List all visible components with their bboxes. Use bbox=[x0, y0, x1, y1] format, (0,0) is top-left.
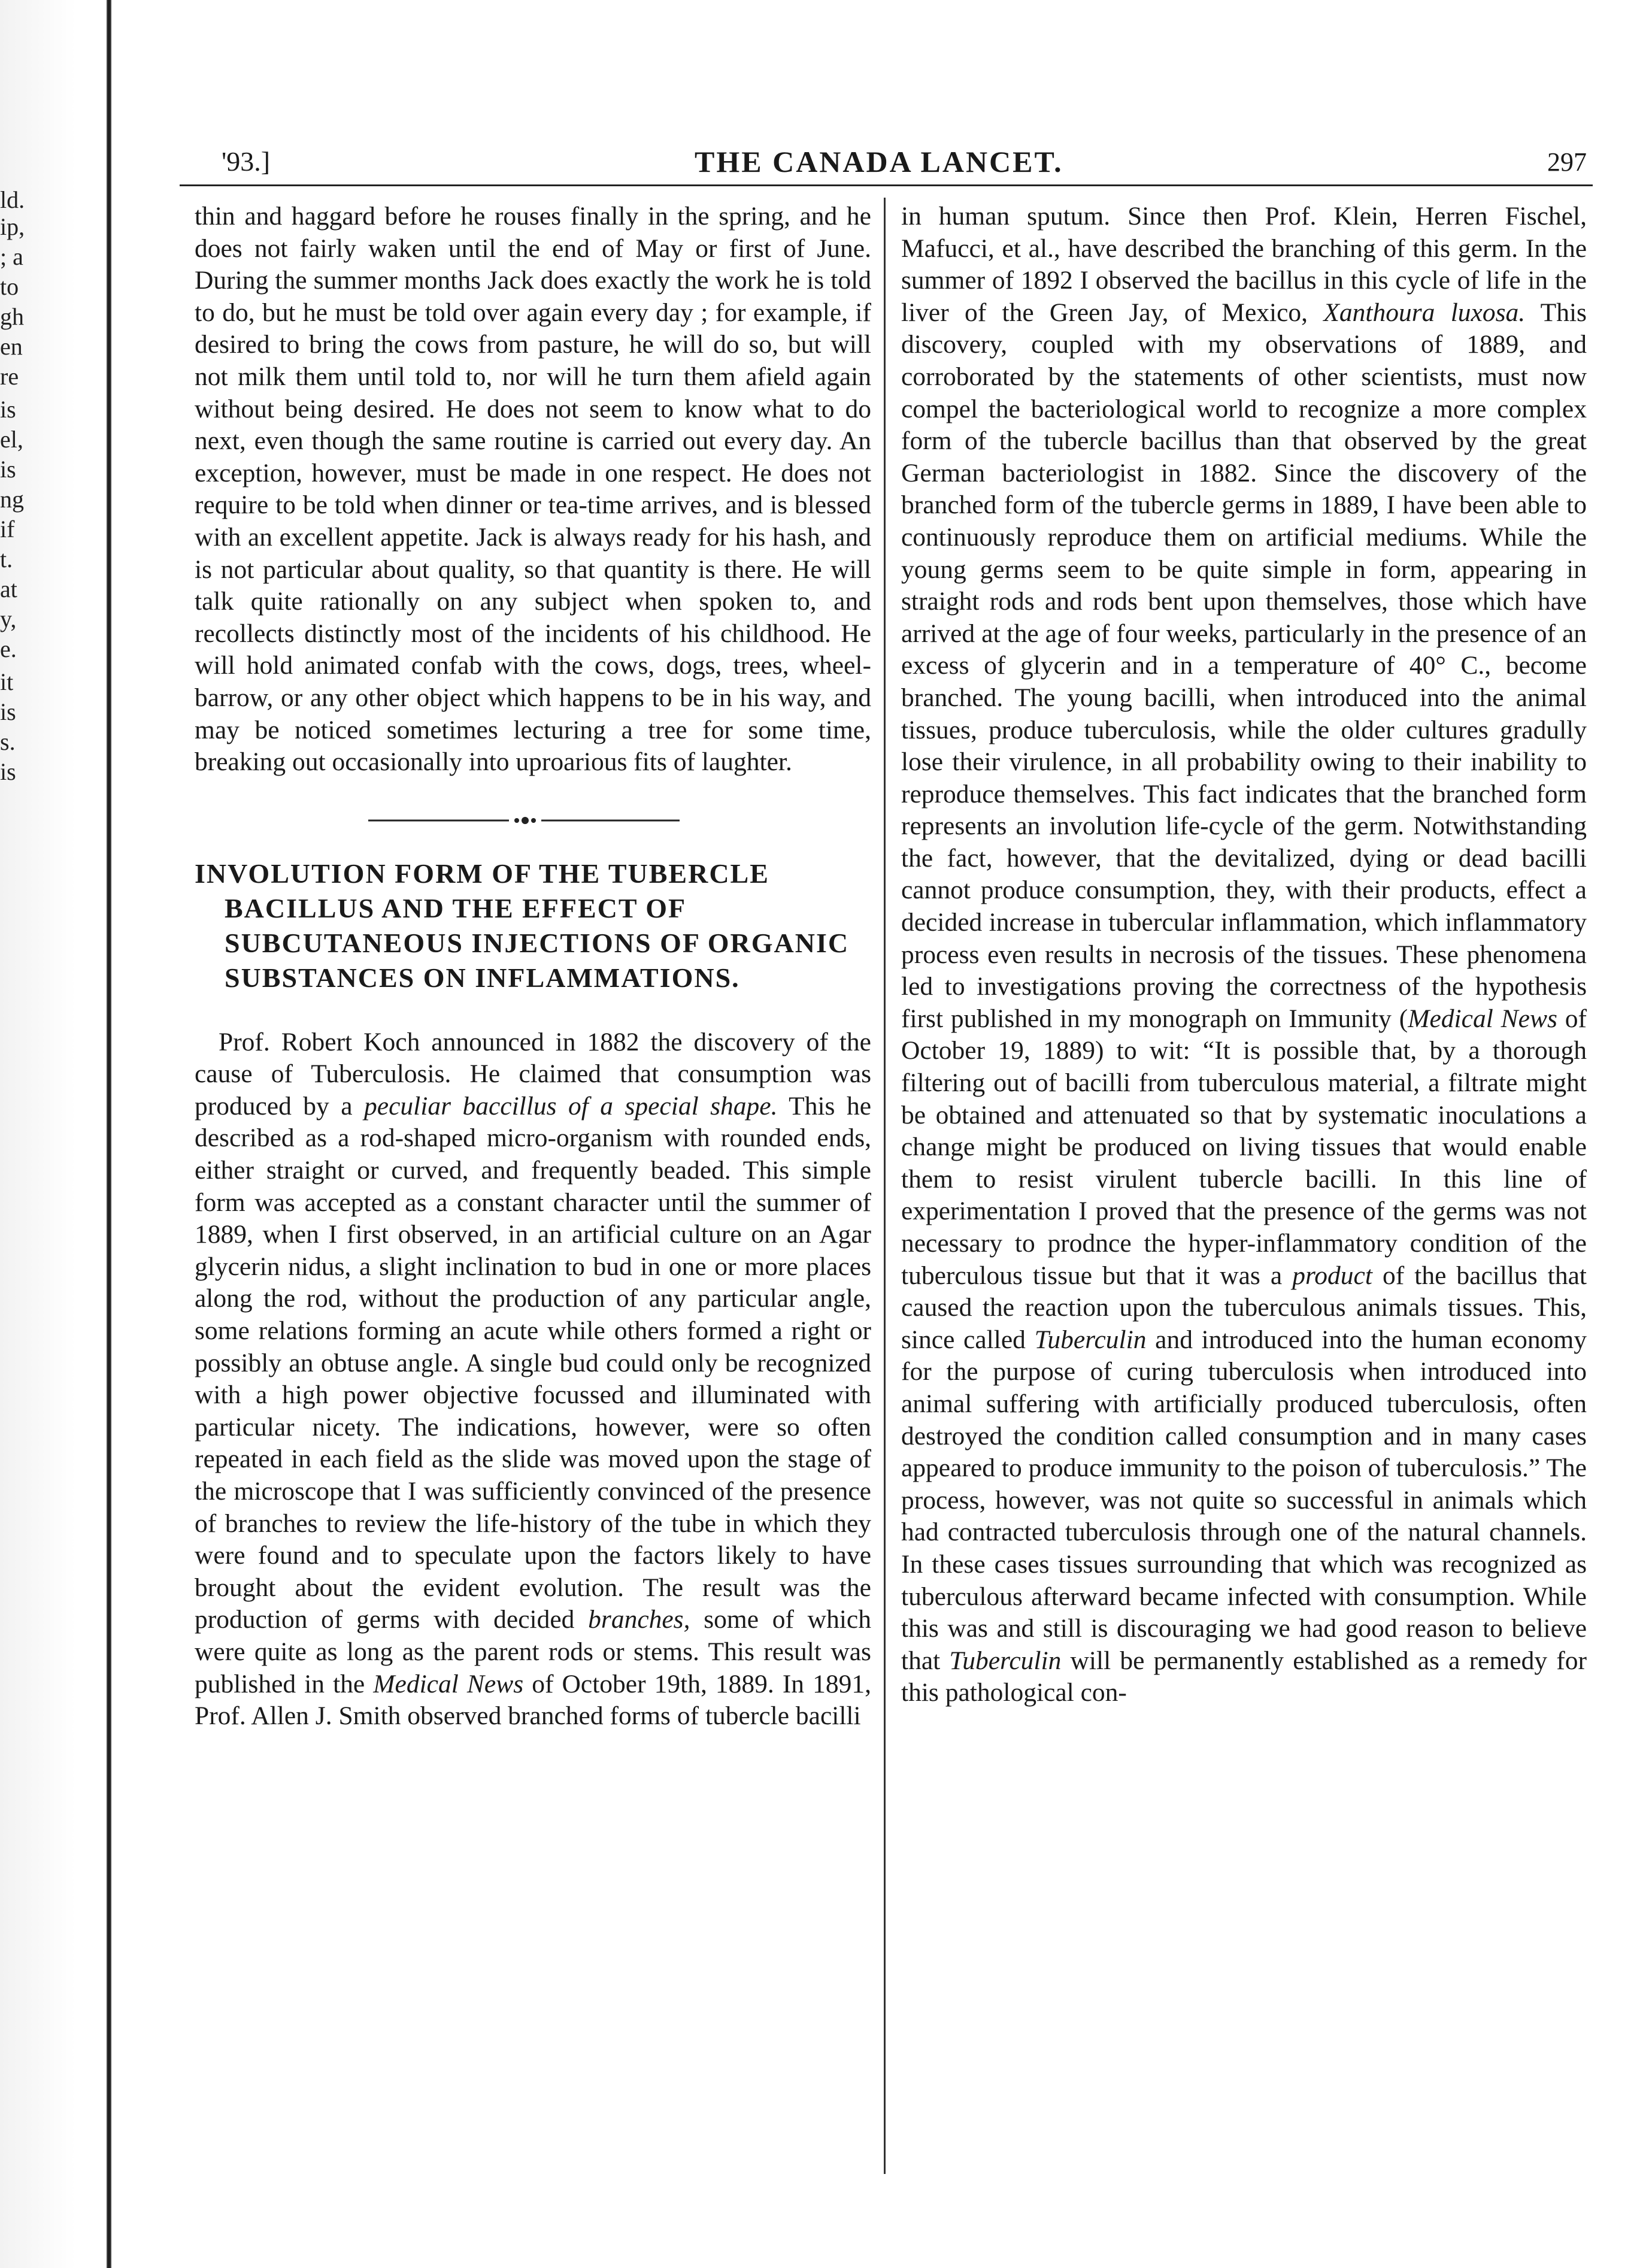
binding-edge-line bbox=[107, 0, 111, 2268]
journal-citation: Medical News bbox=[373, 1669, 524, 1698]
article-paragraph bbox=[195, 1026, 871, 1733]
adjacent-page-fragment: is bbox=[0, 758, 16, 785]
article-title bbox=[195, 856, 871, 995]
emphasis-run: Tuberculin bbox=[949, 1646, 1062, 1675]
text-run: Prof. Robert Koch announced in 1882 the discovery of the cause of Tuberculosis. He claimed that consumption was produced by a bbox=[195, 1027, 871, 1121]
adjacent-page-fragment: t. bbox=[0, 546, 13, 573]
adjacent-page-fragment: it bbox=[0, 668, 14, 695]
text-run: and introduced into the human economy for the purpose of curing tuberculosis when introduced into animal suffering with artificially produced tuberculosis, often destroyed the condition called consumption and in many cases appeared to produce immunity to the poison of tuberculosis.” The process, however, was not quite so successful in animals which had contracted tuberculosis through one of the natural channels. In these cases tissues surrounding that which was recognized as tuberculous afterward became infected with consumption. While this was and still is discouraging we had good reason to believe that bbox=[901, 1325, 1587, 1675]
issue-year: '93.] bbox=[222, 146, 271, 177]
left-column bbox=[195, 201, 871, 1733]
text-run: of October 19th, 1889. In 1891, Prof. Allen J. Smith observed branched forms of tubercle bacilli bbox=[195, 1669, 871, 1731]
column-divider bbox=[884, 198, 886, 2174]
text-run: This discovery, coupled with my observations of 1889, and corroborated by the statements of other scientists, must now compel the bacteriological world to recognize a more complex form of the tubercle bacillus than that observed by the great German bacteriologist in 1882. Since the discovery of the branched form of the tubercle germs in 1889, I have been able to continuously reproduce them on artificial mediums. While the young germs seem to be quite simple in form, appearing in straight rods and rods bent upon themselves, those which have arrived at the age of four weeks, particularly in the presence of an excess of glycerin and in a temperature of 40° C., become branched. The young bacilli, when introduced into the animal tissues, produce tuberculosis, while the older cultures gradully lose their virulence, in all probability owing to their inability to reproduce themselves. This fact indicates that the branched form represents an involution life-cycle of the germ. Notwithstanding the fact, however, that the devitalized, dying or dead bacilli cannot produce consumption, they, with their products, effect a decided increase in tubercular inflammation, which inflammatory process even results in necrosis of the tissues. These phenomena led to investigations proving the correctness of the hypothesis first published in my monograph on Immunity ( bbox=[901, 298, 1587, 1033]
adjacent-page-fragment: ng bbox=[0, 486, 24, 513]
emphasis-run: peculiar baccillus of a special shape. bbox=[364, 1091, 778, 1121]
journal-citation: Medical News bbox=[1408, 1004, 1557, 1033]
continued-paragraph: thin and haggard before he rouses finally in the spring, and he does not fairly waken until the end of May or first of June. During the summer months Jack does exactly the work he is told to do, but he must be told over again every day ; for example, if desired to bring the cows from pasture, he will do so, but will not milk them until told to, nor will he turn them afield again without being desired. He does not seem to know what to do next, even though the same routine is carried out every day. An exception, however, must be made in one respect. He does not require to be told when dinner or tea-time arrives, and is blessed with an excellent appetite. Jack is always ready for his hash, and is not particular about quality, so that quantity is there. He will talk quite rationally on any subject when spoken to, and recollects distinctly most of the incidents of his childhood. He will hold animated confab with the cows, dogs, trees, wheel-barrow, or any other object which happens to be in his way, and may be noticed sometimes lecturing a tree for some time, breaking out occasionally into uproarious fits of laughter. bbox=[195, 202, 871, 777]
article-title-line-1: INVOLUTION FORM OF THE TUBERCLE bbox=[195, 858, 769, 889]
adjacent-page-fragment: ; a bbox=[0, 243, 23, 270]
adjacent-page-fragment: en bbox=[0, 333, 23, 360]
section-ornament bbox=[195, 809, 871, 832]
right-column bbox=[901, 201, 1587, 1709]
adjacent-page-fragment: ld. bbox=[0, 186, 25, 213]
adjacent-page-fragment: el, bbox=[0, 426, 23, 453]
text-run: of October 19, 1889) to wit: “It is possible that, by a thorough filtering out of bacilli from tuberculous material, a filtrate might be obtained and attenuated so that by systematic inoculations a change might be produced on living tissues that would enable them to resist virulent tubercle bacilli. In this line of experimentation I proved that the presence of the germs was not necessary to prodnce the hyper-inflammatory condition of the tuberculous tissue but that it was a bbox=[901, 1004, 1587, 1290]
adjacent-page-fragment: at bbox=[0, 576, 17, 602]
adjacent-page-fragment: y, bbox=[0, 605, 17, 632]
adjacent-page-fragment: s. bbox=[0, 728, 16, 755]
emphasis-run: product bbox=[1292, 1261, 1372, 1290]
emphasis-run: Tuberculin bbox=[1034, 1325, 1147, 1354]
adjacent-page-fragment: gh bbox=[0, 303, 24, 330]
adjacent-page-fragment: e. bbox=[0, 635, 17, 662]
article-title-line-2: BACILLUS AND THE EFFECT OF SUBCUTANEOUS INJECTIONS OF ORGANIC SUBSTANCES ON INFLAMMATIONS. bbox=[225, 892, 850, 993]
adjacent-page-fragment: is bbox=[0, 698, 16, 725]
text-run: This he described as a rod-shaped micro-organism with rounded ends, either straight or curved, and frequently beaded. This simple form was accepted as a constant character until the summer of 1889, when I first observed, in an artificial culture on an Agar glycerin nidus, a slight inclination to bud in one or more places along the rod, without the production of any particular angle, some relations forming an acute while others formed a right or possibly an obtuse angle. A single bud could only be recognized with a high power objective focussed and illuminated with particular nicety. The indications, however, were so often repeated in each field as the slide was moved upon the stage of the microscope that I was sufficiently convinced of the presence of branches to review the life-history of the tube in which they were found and to speculate upon the factors likely to have brought about the evident evolution. The result was the production of germs with decided bbox=[195, 1091, 871, 1634]
adjacent-page-fragment: is bbox=[0, 456, 16, 483]
species-name: Xanthoura luxosa. bbox=[1323, 298, 1526, 327]
adjacent-page-fragment: ip, bbox=[0, 213, 25, 240]
text-run: some of which were quite as long as the parent rods or stems. This result was published in the bbox=[195, 1605, 871, 1698]
adjacent-page-fragment: is bbox=[0, 396, 16, 423]
ornament-rule-icon bbox=[368, 814, 680, 826]
text-run: will be permanently established as a remedy for this pathological con- bbox=[901, 1646, 1587, 1707]
adjacent-page-fragment: re bbox=[0, 363, 19, 390]
adjacent-page-fragment: to bbox=[0, 273, 19, 300]
running-header bbox=[222, 141, 1587, 183]
adjacent-page-fragment: if bbox=[0, 516, 15, 543]
article-paragraph-continued bbox=[901, 201, 1587, 1709]
text-run: of the bacillus that caused the reaction upon the tuberculous animals tissues. This, since called bbox=[901, 1261, 1587, 1354]
page-number: 297 bbox=[1547, 147, 1587, 177]
text-run: in human sputum. Since then Prof. Klein, Herren Fischel, Mafucci, et al., have described the branching of this germ. In the summer of 1892 I observed the bacillus in this cycle of life in the liver of the Green Jay, of Mexico, bbox=[901, 202, 1587, 327]
emphasis-run: branches, bbox=[588, 1605, 690, 1634]
header-rule bbox=[180, 184, 1593, 186]
journal-title: THE CANADA LANCET. bbox=[695, 145, 1063, 178]
